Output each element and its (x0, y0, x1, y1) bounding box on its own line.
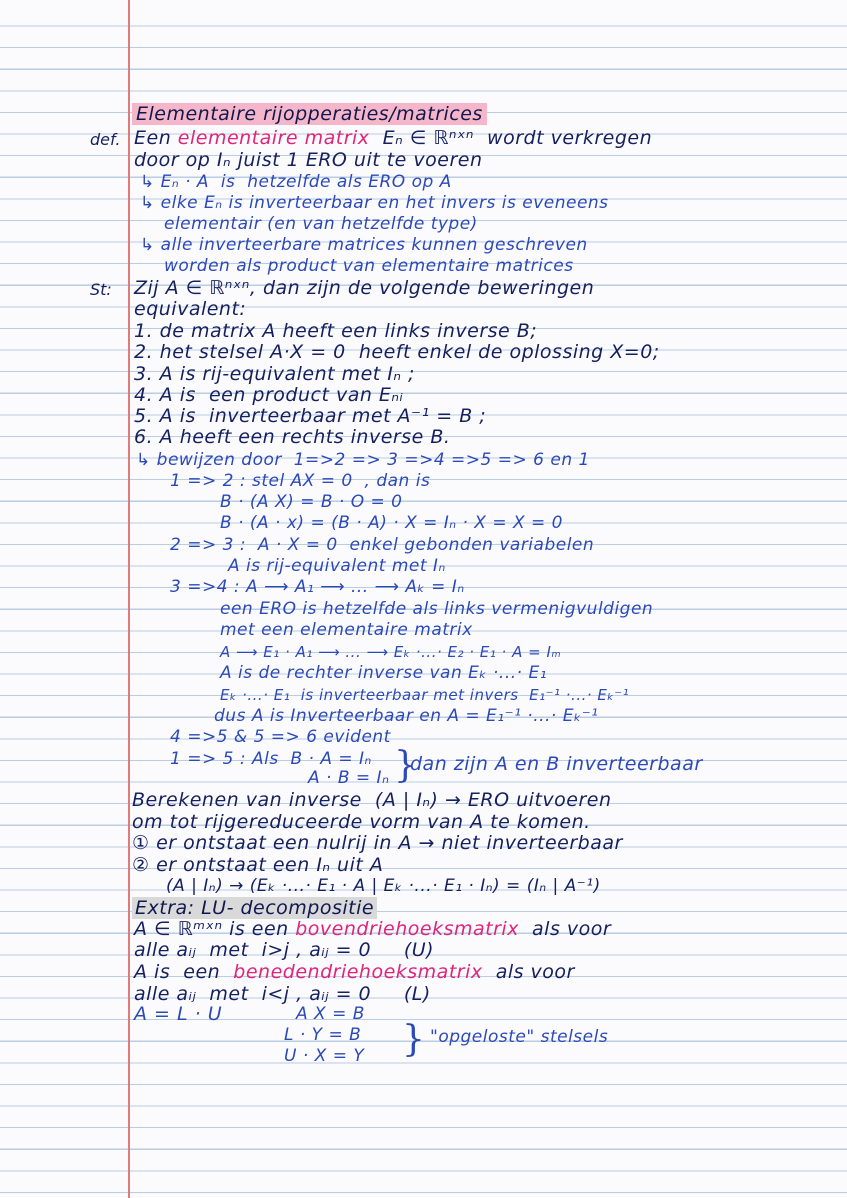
def-note-2b: elementair (en van hetzelfde type) (164, 214, 478, 234)
proof-intro: ↳ bewijzen door 1=>2 => 3 =>4 =>5 => 6 en 1 (136, 450, 590, 470)
def-note-3: ↳ alle inverteerbare matrices kunnen geschreven (140, 235, 588, 255)
inverse-case-2: ② er ontstaat een Iₙ uit A (132, 854, 384, 876)
lu-eq-3: U · X = Y (284, 1046, 365, 1066)
st-line-1: Zij A ∈ ℝⁿˣⁿ, dan zijn de volgende beweringen (134, 277, 595, 299)
lu-text-2-tail: als voor (482, 961, 575, 983)
lu-line-2: alle aᵢⱼ met i>j , aᵢⱼ = 0 (U) (134, 939, 435, 961)
proof-3-4-step-1: een ERO is hetzelfde als links vermenigvuldigen (220, 599, 654, 619)
lu-term-benedendriehoeksmatrix: benedendriehoeksmatrix (233, 961, 483, 983)
def-tag: def. (90, 130, 121, 149)
lu-text-2: A is een (134, 961, 234, 983)
lu-line-4: alle aᵢⱼ met i<j , aᵢⱼ = 0 (L) (134, 983, 431, 1005)
st-item-5: 5. A is inverteerbaar met A⁻¹ = B ; (134, 405, 487, 427)
lu-title-highlight: Extra: LU- decompositie (132, 897, 377, 919)
st-item-2: 2. het stelsel A·X = 0 heeft enkel de oplossing X=0; (134, 341, 660, 363)
lu-eq-2: L · Y = B (284, 1025, 362, 1045)
proof-3-4-step-2: met een elementaire matrix (220, 620, 473, 640)
st-item-1: 1. de matrix A heeft een links inverse B; (134, 320, 538, 342)
proof-1-5-line-1: 1 => 5 : Als B · A = Iₙ (170, 749, 372, 769)
def-text-tail: Eₙ ∈ ℝⁿˣⁿ wordt verkregen (369, 127, 653, 149)
def-term-elementaire-matrix: elementaire matrix (177, 127, 370, 149)
def-note-1: ↳ Eₙ · A is hetzelfde als ERO op A (140, 172, 452, 192)
st-tag: St: (90, 280, 112, 299)
proof-1-2-heading: 1 => 2 : stel AX = 0 , dan is (170, 471, 431, 491)
st-item-3: 3. A is rij-equivalent met Iₙ ; (134, 363, 415, 385)
st-item-4: 4. A is een product van Eₙᵢ (134, 384, 404, 406)
def-line-1 (134, 128, 652, 149)
inverse-line-1: Berekenen van inverse (A | Iₙ) → ERO uitvoeren (132, 789, 612, 811)
lu-line-1 (134, 919, 611, 940)
lu-note: "opgeloste" stelsels (430, 1027, 609, 1047)
lu-eq-1: A X = B (296, 1004, 365, 1024)
inverse-line-2: om tot rijgereduceerde vorm van A te komen. (132, 811, 591, 833)
margin-line (128, 0, 130, 1198)
title-highlight: Elementaire rijopperaties/matrices (132, 103, 487, 125)
def-note-3b: worden als product van elementaire matrices (164, 256, 574, 276)
def-text: Een (134, 127, 178, 149)
inverse-case-1: ① er ontstaat een nulrij in A → niet inverteerbaar (132, 832, 623, 854)
lu-term-bovendriehoeksmatrix: bovendriehoeksmatrix (295, 918, 519, 940)
lu-factorization: A = L · U (134, 1003, 223, 1025)
st-line-2: equivalent: (134, 298, 247, 320)
proof-3-4-step-4: A is de rechter inverse van Eₖ ·...· E₁ (220, 663, 548, 683)
proof-2-3-step: A is rij-equivalent met Iₙ (228, 556, 446, 576)
def-line-2: door op Iₙ juist 1 ERO uit te voeren (134, 149, 483, 171)
proof-1-2-step-2: B · (A · x) = (B · A) · X = Iₙ · X = X = 0 (220, 513, 563, 533)
inverse-formula: (A | Iₙ) → (Eₖ ·...· E₁ · A | Eₖ ·...· E₁ · Iₙ) = (Iₙ | A⁻¹) (166, 876, 601, 896)
st-item-6: 6. A heeft een rechts inverse B. (134, 426, 451, 448)
proof-3-4-heading: 3 =>4 : A ⟶ A₁ ⟶ ... ⟶ Aₖ = Iₙ (170, 577, 465, 597)
proof-1-5-line-2: A · B = Iₙ (308, 768, 390, 788)
proof-2-3-heading: 2 => 3 : A · X = 0 enkel gebonden variabelen (170, 535, 595, 555)
lu-text: A ∈ ℝᵐˣⁿ is een (134, 918, 296, 940)
proof-brace: } (394, 745, 417, 786)
def-note-2: ↳ elke Eₙ is inverteerbaar en het invers is eveneens (140, 193, 609, 213)
lu-line-3 (134, 962, 575, 983)
lu-text-tail: als voor (518, 918, 612, 940)
page-title (132, 104, 487, 125)
proof-1-2-step-1: B · (A X) = B · O = 0 (220, 492, 403, 512)
lu-brace: } (402, 1019, 425, 1060)
proof-4-5-6: 4 =>5 & 5 => 6 evident (170, 727, 391, 747)
proof-3-4-conclusion: dus A is Inverteerbaar en A = E₁⁻¹ ·...· Eₖ⁻¹ (214, 706, 599, 726)
proof-3-4-step-5: Eₖ ·...· E₁ is inverteerbaar met invers E₁⁻¹ ·...· Eₖ⁻¹ (220, 686, 630, 704)
proof-3-4-step-3: A ⟶ E₁ · A₁ ⟶ ... ⟶ Eₖ ·...· E₂ · E₁ · A = Iₘ (220, 643, 562, 661)
lu-title (132, 898, 377, 919)
proof-1-5-conclusion: dan zijn A en B inverteerbaar (410, 753, 703, 775)
